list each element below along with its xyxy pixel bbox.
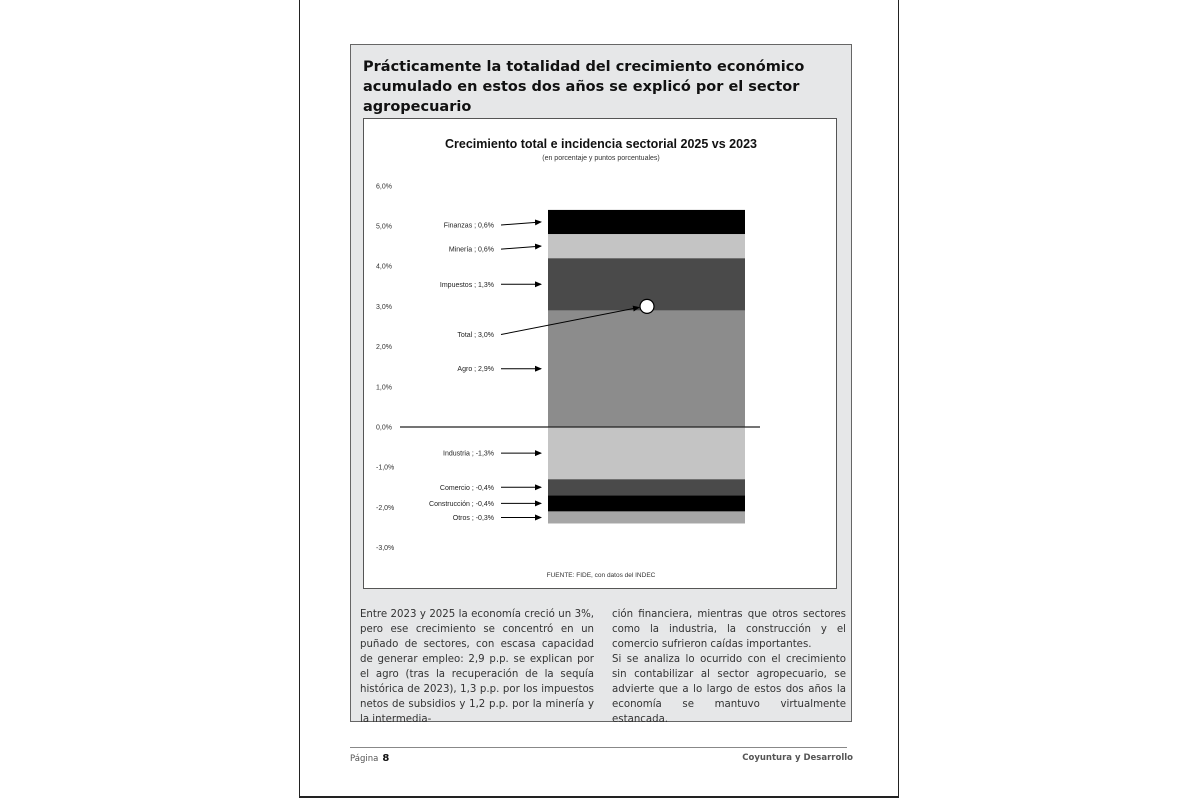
- arrow-finanzas: [501, 222, 541, 225]
- y-tick-label: -2,0%: [376, 504, 395, 512]
- label-otros: Otros ; -0,3%: [452, 514, 494, 522]
- chart-title: Crecimiento total e incidencia sectorial 2025 vs 2023: [445, 137, 757, 151]
- y-tick-label: 3,0%: [376, 303, 392, 311]
- y-tick-label: 4,0%: [376, 263, 392, 271]
- total-marker: [640, 299, 654, 313]
- label-mineria: Minería ; 0,6%: [448, 246, 494, 254]
- label-impuestos: Impuestos ; 1,3%: [439, 281, 494, 289]
- document-page: [299, 0, 899, 798]
- label-construccion: Construcción ; -0,4%: [429, 500, 494, 508]
- label-industria: Industria ; -1,3%: [443, 450, 494, 458]
- y-axis: [376, 183, 394, 552]
- y-tick-label: 2,0%: [376, 344, 392, 352]
- label-total: Total ; 3,0%: [457, 332, 494, 340]
- footer-rule: [350, 747, 847, 748]
- headline: Prácticamente la totalidad del crecimiento económico acumulado en estos dos años se explicó por el sector agropecuario: [363, 59, 805, 115]
- bar-segment-agro: [548, 310, 745, 427]
- footer-page: [350, 753, 389, 764]
- body-paragraph-3: Si se analiza lo ocurrido con el crecimiento sin contabilizar al sector agropecuario, se advierte que a lo largo de estos dos años la economía se mantuvo virtualmente estancada.: [612, 654, 846, 725]
- publication-name: Coyuntura y Desarrollo: [742, 753, 853, 763]
- chart-subtitle: (en porcentaje y puntos porcentuales): [542, 155, 660, 162]
- body-column-2: [612, 607, 846, 727]
- highlight-box: [350, 44, 852, 725]
- chart-source: FUENTE: FIDE, con datos del INDEC: [546, 572, 656, 579]
- body-text: [360, 607, 846, 727]
- bar-segment-industria: [548, 427, 745, 479]
- body-paragraph-1: Entre 2023 y 2025 la economía creció un 3%, pero ese crecimiento se concentró en un puñado de sectores, con escasa capacidad de generar empleo: 2,9 p.p. se explican por el agro (tras la recuperación de la sequía histórica de 2023), 1,3 p.p. por los impuestos netos de subsidios y 1,2 p.p. por la minería y la intermedia-: [360, 609, 594, 725]
- arrow-mineria: [501, 246, 541, 249]
- y-tick-label: 0,0%: [376, 424, 392, 432]
- stacked-contribution-chart: [364, 119, 838, 590]
- y-tick-label: 1,0%: [376, 384, 392, 392]
- body-column-1: [360, 607, 594, 727]
- label-comercio: Comercio ; -0,4%: [439, 484, 494, 492]
- y-tick-label: -3,0%: [376, 545, 395, 553]
- bar-segment-construccion: [548, 495, 745, 511]
- label-agro: Agro ; 2,9%: [457, 366, 494, 374]
- label-finanzas: Finanzas ; 0,6%: [443, 222, 494, 230]
- bar-segment-otros: [548, 511, 745, 523]
- y-tick-label: -1,0%: [376, 464, 395, 472]
- bar-segment-comercio: [548, 479, 745, 495]
- bar-segment-mineria: [548, 234, 745, 258]
- y-tick-label: 6,0%: [376, 183, 392, 191]
- body-paragraph-2: ción financiera, mientras que otros sectores como la industria, la construcción y el comercio sufrieron caídas importantes.: [612, 609, 846, 650]
- page-label: Página: [350, 754, 379, 764]
- chart-frame: [363, 118, 837, 589]
- bar-segments: [548, 210, 745, 524]
- page-number: 8: [382, 753, 390, 764]
- bar-segment-finanzas: [548, 210, 745, 234]
- y-tick-label: 5,0%: [376, 223, 392, 231]
